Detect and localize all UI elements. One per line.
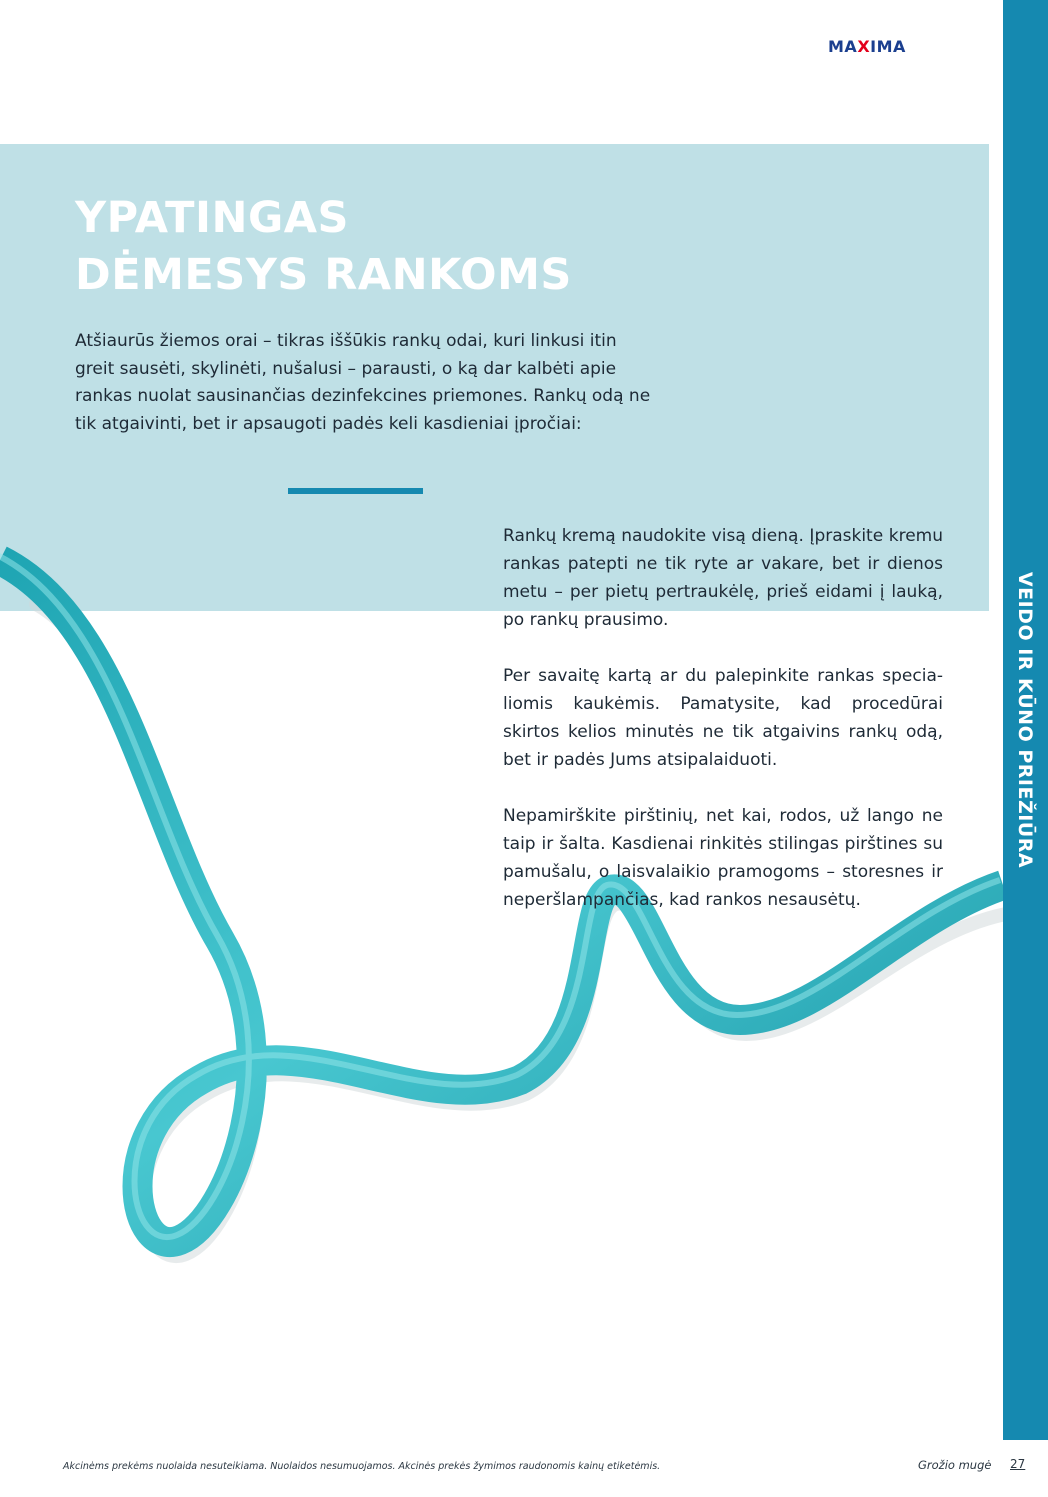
maxima-logo: MAXIMA: [828, 37, 906, 56]
tip-paragraph: Per savaitę kartą ar du palepinkite rankas specialiomis kaukėmis. Pamatysite, kad procedūrai skirtos kelios minutės ne tik atgaivins rankų odą, bet ir padės Jums atsipalaiduoti.: [503, 666, 943, 770]
page-number: 27: [1010, 1457, 1026, 1471]
footer-brand: Grožio mugė: [918, 1458, 992, 1472]
intro-paragraph: Atšiaurūs žiemos orai – tikras iššūkis rankų odai, kuri linkusi itin greit sausėti, skylinėti, nušalusi – parausti, o ką dar kalbėti apie rankas nuolat sausinančias dezinfekcines priemones. Rankų odą ne tik atgaivinti, bet ir apsaugoti padės keli kasdieniai įpročiai:: [75, 331, 651, 434]
title-line: YPATINGAS: [75, 193, 350, 243]
tips-column: [503, 522, 943, 942]
tip-paragraph: Rankų kremą naudokite visą dieną. Įpraskite kremu rankas patepti ne tik ryte ar vakare, bet ir dienos metu – per pietų pertraukėlę, prieš eidami į lauką, po rankų prausimo.: [503, 526, 943, 630]
page-title: [75, 190, 572, 304]
section-label: VEIDO IR KŪNO PRIEŽIŪRA: [1014, 571, 1036, 869]
title-line: DĖMESYS RANKOMS: [75, 250, 572, 300]
tip-paragraph: Nepamirškite pirštinių, net kai, rodos, už lango ne taip ir šalta. Kasdienai rinkitės stilingas pirštines su pamušalu, o laisvalaikio pramogoms – storesnes ir neperšlampančias, kad rankos nesausėtų.: [503, 806, 943, 910]
divider: [288, 488, 423, 494]
footer-note: Akcinėms prekėms nuolaida nesuteikiama. Nuolaidos nesumuojamos. Akcinės prekės žymimos raudonomis kainų etiketėmis.: [63, 1461, 661, 1472]
